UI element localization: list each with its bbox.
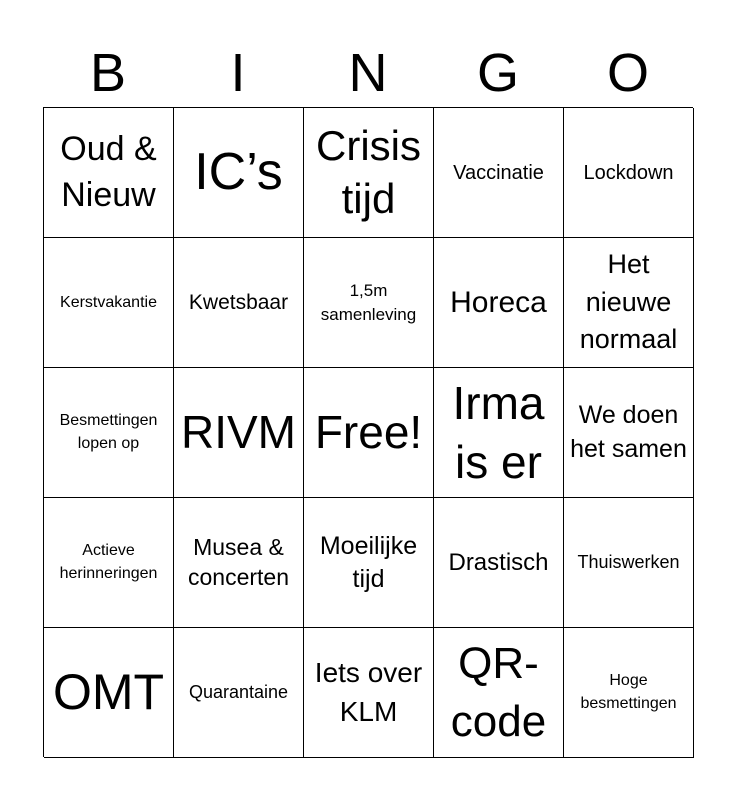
header-letter-o: O — [606, 43, 649, 103]
cell-text: RIVM — [181, 406, 296, 459]
bingo-cell[interactable] — [564, 108, 694, 238]
bingo-cell[interactable] — [44, 368, 174, 498]
cell-text: 1,5m samenleving — [320, 280, 417, 324]
bingo-cell[interactable] — [304, 238, 434, 368]
cell-text: We doen het samen — [570, 400, 687, 463]
header-letter-g: G — [476, 43, 519, 103]
bingo-cell[interactable] — [44, 108, 174, 238]
bingo-cell[interactable] — [434, 628, 564, 758]
bingo-cell[interactable] — [434, 108, 564, 238]
bingo-cell[interactable] — [174, 498, 304, 628]
bingo-cell[interactable] — [564, 628, 694, 758]
cell-text: Quarantaine — [188, 682, 289, 703]
bingo-cell[interactable] — [304, 368, 434, 498]
bingo-card-grid — [43, 107, 693, 757]
bingo-cell[interactable] — [44, 238, 174, 368]
cell-text: Oud & Nieuw — [60, 129, 157, 214]
cell-text: Lockdown — [583, 161, 674, 184]
bingo-cell[interactable] — [44, 628, 174, 758]
cell-text: Vaccinatie — [453, 161, 544, 184]
header-letter-i: I — [230, 43, 246, 103]
bingo-cell[interactable] — [174, 628, 304, 758]
bingo-cell[interactable] — [174, 238, 304, 368]
cell-text: Kwetsbaar — [188, 290, 289, 314]
cell-text: IC’s — [194, 142, 283, 201]
bingo-cell[interactable] — [564, 238, 694, 368]
bingo-cell[interactable] — [304, 108, 434, 238]
bingo-header — [43, 40, 693, 106]
bingo-cell[interactable] — [44, 498, 174, 628]
bingo-cell[interactable] — [564, 498, 694, 628]
cell-text: Irma is er — [452, 376, 545, 488]
cell-text: Iets over KLM — [314, 656, 423, 727]
cell-text: Het nieuwe normaal — [579, 248, 678, 355]
cell-text: OMT — [52, 664, 165, 720]
cell-text: Drastisch — [448, 548, 549, 576]
cell-text: Crisis tijd — [316, 122, 421, 222]
cell-text: Actieve herinneringen — [59, 542, 158, 582]
header-letter-b: B — [89, 43, 127, 103]
bingo-cell[interactable] — [434, 238, 564, 368]
bingo-cell[interactable] — [434, 498, 564, 628]
cell-text: QR-code — [450, 639, 547, 746]
bingo-cell[interactable] — [304, 628, 434, 758]
bingo-cell[interactable] — [434, 368, 564, 498]
cell-text: Horeca — [450, 285, 547, 319]
cell-text: Musea & concerten — [187, 533, 289, 590]
cell-text: Moeilijke tijd — [319, 532, 418, 593]
cell-text: Kerstvakantie — [60, 293, 157, 311]
bingo-cell[interactable] — [564, 368, 694, 498]
cell-text: Besmettingen lopen op — [59, 412, 158, 452]
cell-text: Free! — [314, 406, 423, 459]
cell-text: Hoge besmettingen — [580, 672, 677, 712]
bingo-cell[interactable] — [304, 498, 434, 628]
header-letter-n: N — [348, 43, 388, 103]
bingo-cell[interactable] — [174, 108, 304, 238]
cell-text: Thuiswerken — [577, 552, 680, 573]
bingo-cell[interactable] — [174, 368, 304, 498]
